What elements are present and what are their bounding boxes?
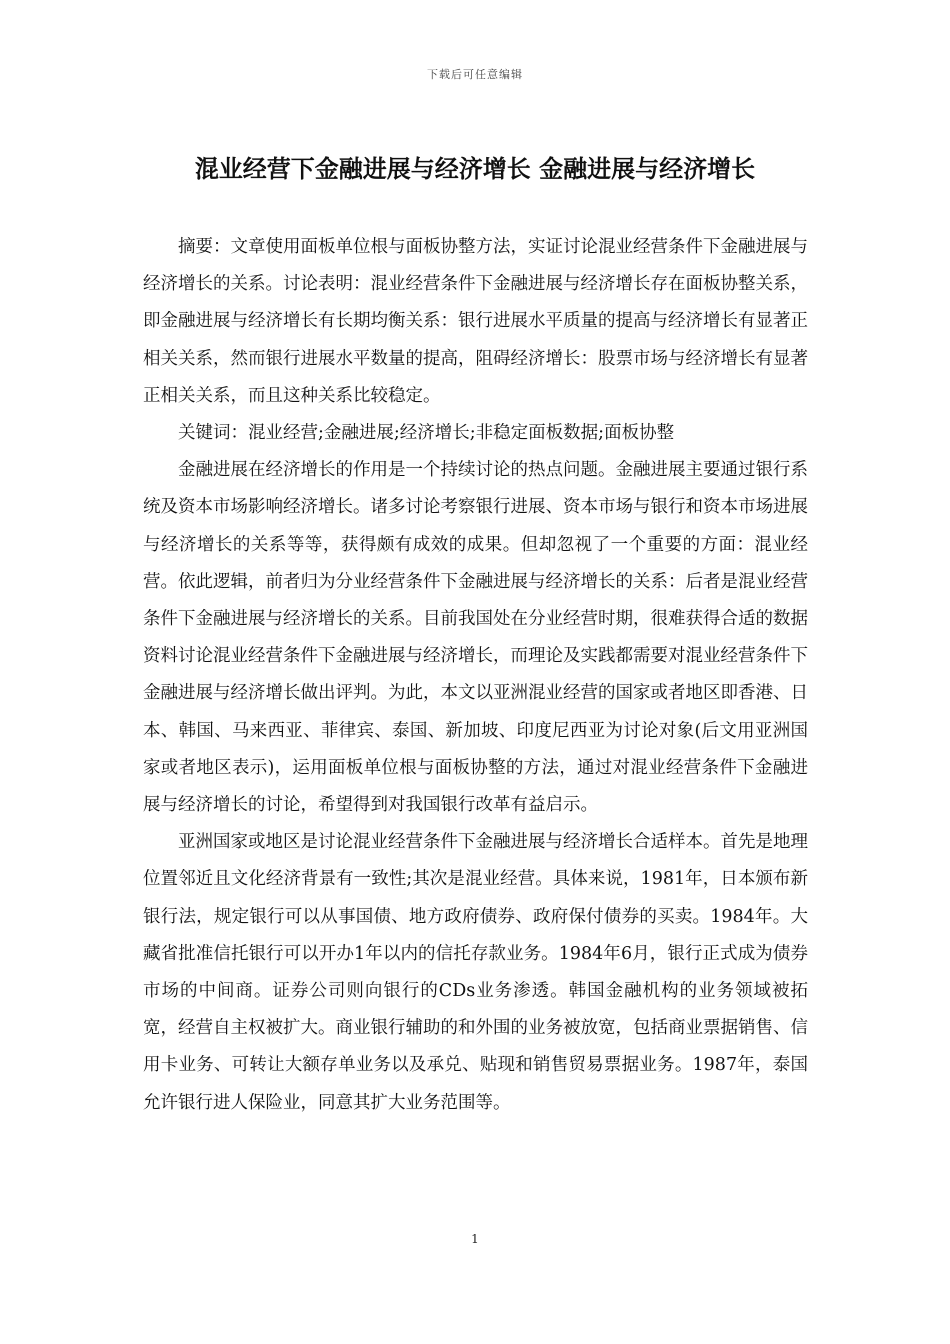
document-body xyxy=(143,229,808,1122)
page-number: 1 xyxy=(471,1232,479,1246)
keywords-paragraph: 关键词：混业经营;金融进展;经济增长;非稳定面板数据;面板协整 xyxy=(178,423,675,444)
asia-paragraph: 亚洲国家或地区是讨论混业经营条件下金融进展与经济增长合适样本。首先是地理位置邻近且文化经济背景有一致性;其次是混业经营。具体来说，1981年，日本颁布新银行法，规定银行可以从事国债、地方政府债券、政府保付债券的买卖。1984年。大藏省批准信托银行可以开办1年以内的信托存款业务。1984年6月，银行正式成为债券市场的中间商。证券公司则向银行的CDs业务渗透。韩国金融机构的业务领域被拓宽，经营自主权被扩大。商业银行辅助的和外围的业务被放宽，包括商业票据销售、信用卡业务、可转让大额存单业务以及承兑、贴现和销售贸易票据业务。1987年，泰国允许银行进人保险业，同意其扩大业务范围等。 xyxy=(143,832,808,1113)
abstract-paragraph: 摘要：文章使用面板单位根与面板协整方法，实证讨论混业经营条件下金融进展与经济增长的关系。讨论表明：混业经营条件下金融进展与经济增长存在面板协整关系，即金融进展与经济增长有长期均衡关系：银行进展水平质量的提高与经济增长有显著正相关关系，然而银行进展水平数量的提高，阻碍经济增长：股票市场与经济增长有显著正相关关系，而且这种关系比较稳定。 xyxy=(143,237,808,406)
intro-paragraph: 金融进展在经济增长的作用是一个持续讨论的热点问题。金融进展主要通过银行系统及资本市场影响经济增长。诸多讨论考察银行进展、资本市场与银行和资本市场进展与经济增长的关系等等，获得颇有成效的成果。但却忽视了一个重要的方面：混业经营。依此逻辑，前者归为分业经营条件下金融进展与经济增长的关系：后者是混业经营条件下金融进展与经济增长的关系。目前我国处在分业经营时期，很难获得合适的数据资料讨论混业经营条件下金融进展与经济增长，而理论及实践都需要对混业经营条件下金融进展与经济增长做出评判。为此，本文以亚洲混业经营的国家或者地区即香港、日本、韩国、马来西亚、菲律宾、泰国、新加坡、印度尼西亚为讨论对象(后文用亚洲国家或者地区表示)，运用面板单位根与面板协整的方法，通过对混业经营条件下金融进展与经济增长的讨论，希望得到对我国银行改革有益启示。 xyxy=(143,460,808,816)
document-title: 混业经营下金融进展与经济增长 金融进展与经济增长 xyxy=(194,155,756,183)
header-note: 下载后可任意编辑 xyxy=(427,68,523,81)
